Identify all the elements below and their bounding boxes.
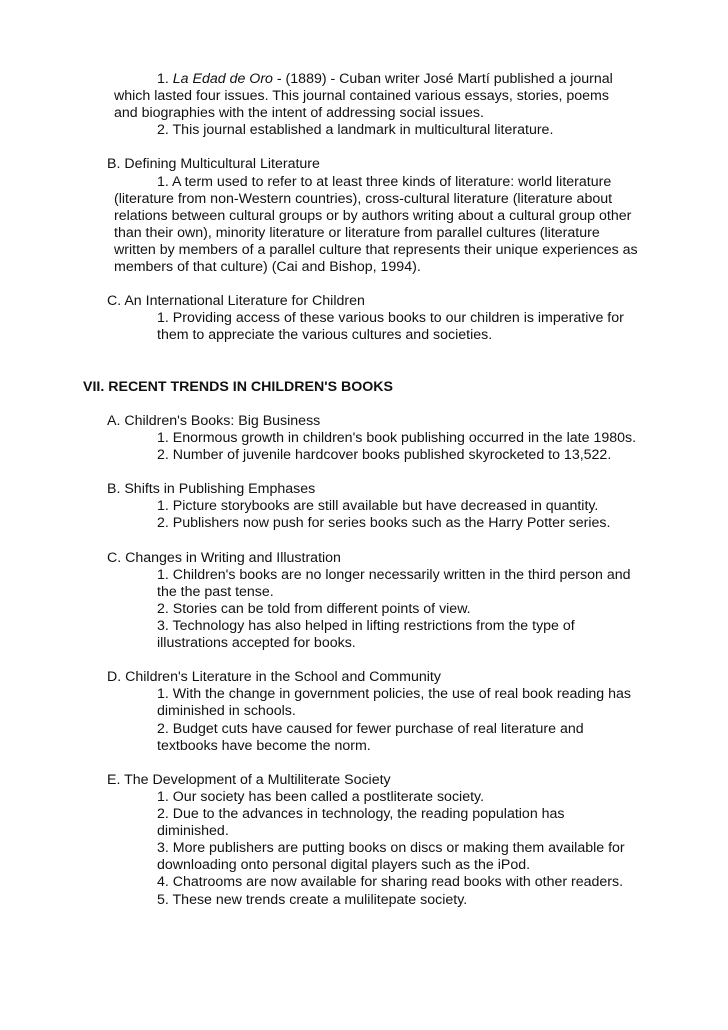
defining-item-1-line-6: members of that culture) (Cai and Bishop, 1994).: [114, 259, 421, 276]
multiliterate-item-2-line-1: 2. Due to the advances in technology, the reading population has: [157, 806, 565, 823]
international-item-1-line-2: them to appreciate the various cultures and societies.: [157, 327, 493, 344]
defining-item-1-line-2: (literature from non-Western countries), cross-cultural literature (literature about: [114, 190, 613, 207]
heading-writing-illustration: C. Changes in Writing and Illustration: [107, 549, 341, 566]
defining-item-1-line-5: written by members of a parallel culture that represents their unique experiences as: [114, 241, 638, 258]
multiliterate-item-1: 1. Our society has been called a postliterate society.: [157, 788, 485, 805]
big-business-item-2: 2. Number of juvenile hardcover books published skyrocketed to 13,522.: [157, 447, 612, 464]
intro-item-1-line-3: and biographies with the intent of addressing social issues.: [114, 105, 484, 122]
heading-publishing-emphases: B. Shifts in Publishing Emphases: [107, 481, 316, 498]
school-item-1-line-1: 1. With the change in government policies, the use of real book reading has: [157, 686, 631, 703]
multiliterate-item-4: 4. Chatrooms are now available for sharing read books with other readers.: [157, 874, 624, 891]
school-item-2-line-2: textbooks have become the norm.: [157, 737, 371, 754]
writing-item-2: 2. Stories can be told from different points of view.: [157, 600, 471, 617]
writing-item-1-line-1: 1. Children's books are no longer necessarily written in the third person and: [157, 566, 631, 583]
intro-item-1-line-2: which lasted four issues. This journal contained various essays, stories, poems: [114, 88, 609, 105]
multiliterate-item-3-line-1: 3. More publishers are putting books on discs or making them available for: [157, 840, 625, 857]
section-heading-recent-trends: VII. RECENT TRENDS IN CHILDREN'S BOOKS: [83, 378, 394, 395]
item-number: 1.: [157, 71, 173, 87]
defining-item-1-line-3: relations between cultural groups or by authors writing about a cultural group other: [114, 207, 632, 224]
school-item-1-line-2: diminished in schools.: [157, 703, 296, 720]
heading-big-business: A. Children's Books: Big Business: [107, 412, 321, 429]
multiliterate-item-5: 5. These new trends create a mulilitерate society.: [157, 891, 468, 908]
intro-item-1-line-1: [0, 71, 728, 88]
heading-defining-multicultural: B. Defining Multicultural Literature: [107, 156, 320, 173]
multiliterate-item-2-line-2: diminished.: [157, 823, 229, 840]
international-item-1-line-1: 1. Providing access of these various books to our children is imperative for: [157, 310, 624, 327]
writing-item-1-line-2: the the past tense.: [157, 583, 274, 600]
defining-item-1-line-1: 1. A term used to refer to at least three kinds of literature: world literature: [157, 173, 612, 190]
heading-international-literature: C. An International Literature for Children: [107, 293, 365, 310]
journal-title: La Edad de Oro: [172, 71, 273, 87]
big-business-item-1: 1. Enormous growth in children's book publishing occurred in the late 1980s.: [157, 429, 637, 446]
document-page: [0, 71, 728, 909]
school-item-2-line-1: 2. Budget cuts have caused for fewer purchase of real literature and: [157, 720, 584, 737]
publishing-item-2: 2. Publishers now push for series books such as the Harry Potter series.: [157, 515, 611, 532]
multiliterate-item-3-line-2: downloading onto personal digital players such as the iPod.: [157, 857, 531, 874]
intro-item-2: 2. This journal established a landmark in multicultural literature.: [157, 122, 554, 139]
writing-item-3-line-1: 3. Technology has also helped in lifting restrictions from the type of: [157, 618, 575, 634]
item-text: - (1889) - Cuban writer José Martí published a journal: [272, 71, 613, 87]
heading-multiliterate-society: E. The Development of a Multiliterate Society: [107, 771, 391, 788]
writing-item-3-line-2: illustrations accepted for books.: [157, 635, 356, 652]
defining-item-1-line-4: than their own), minority literature or literature from parallel cultures (literature: [114, 224, 600, 241]
publishing-item-1: 1. Picture storybooks are still available but have decreased in quantity.: [157, 498, 599, 515]
heading-school-community: D. Children's Literature in the School and Community: [107, 669, 441, 686]
